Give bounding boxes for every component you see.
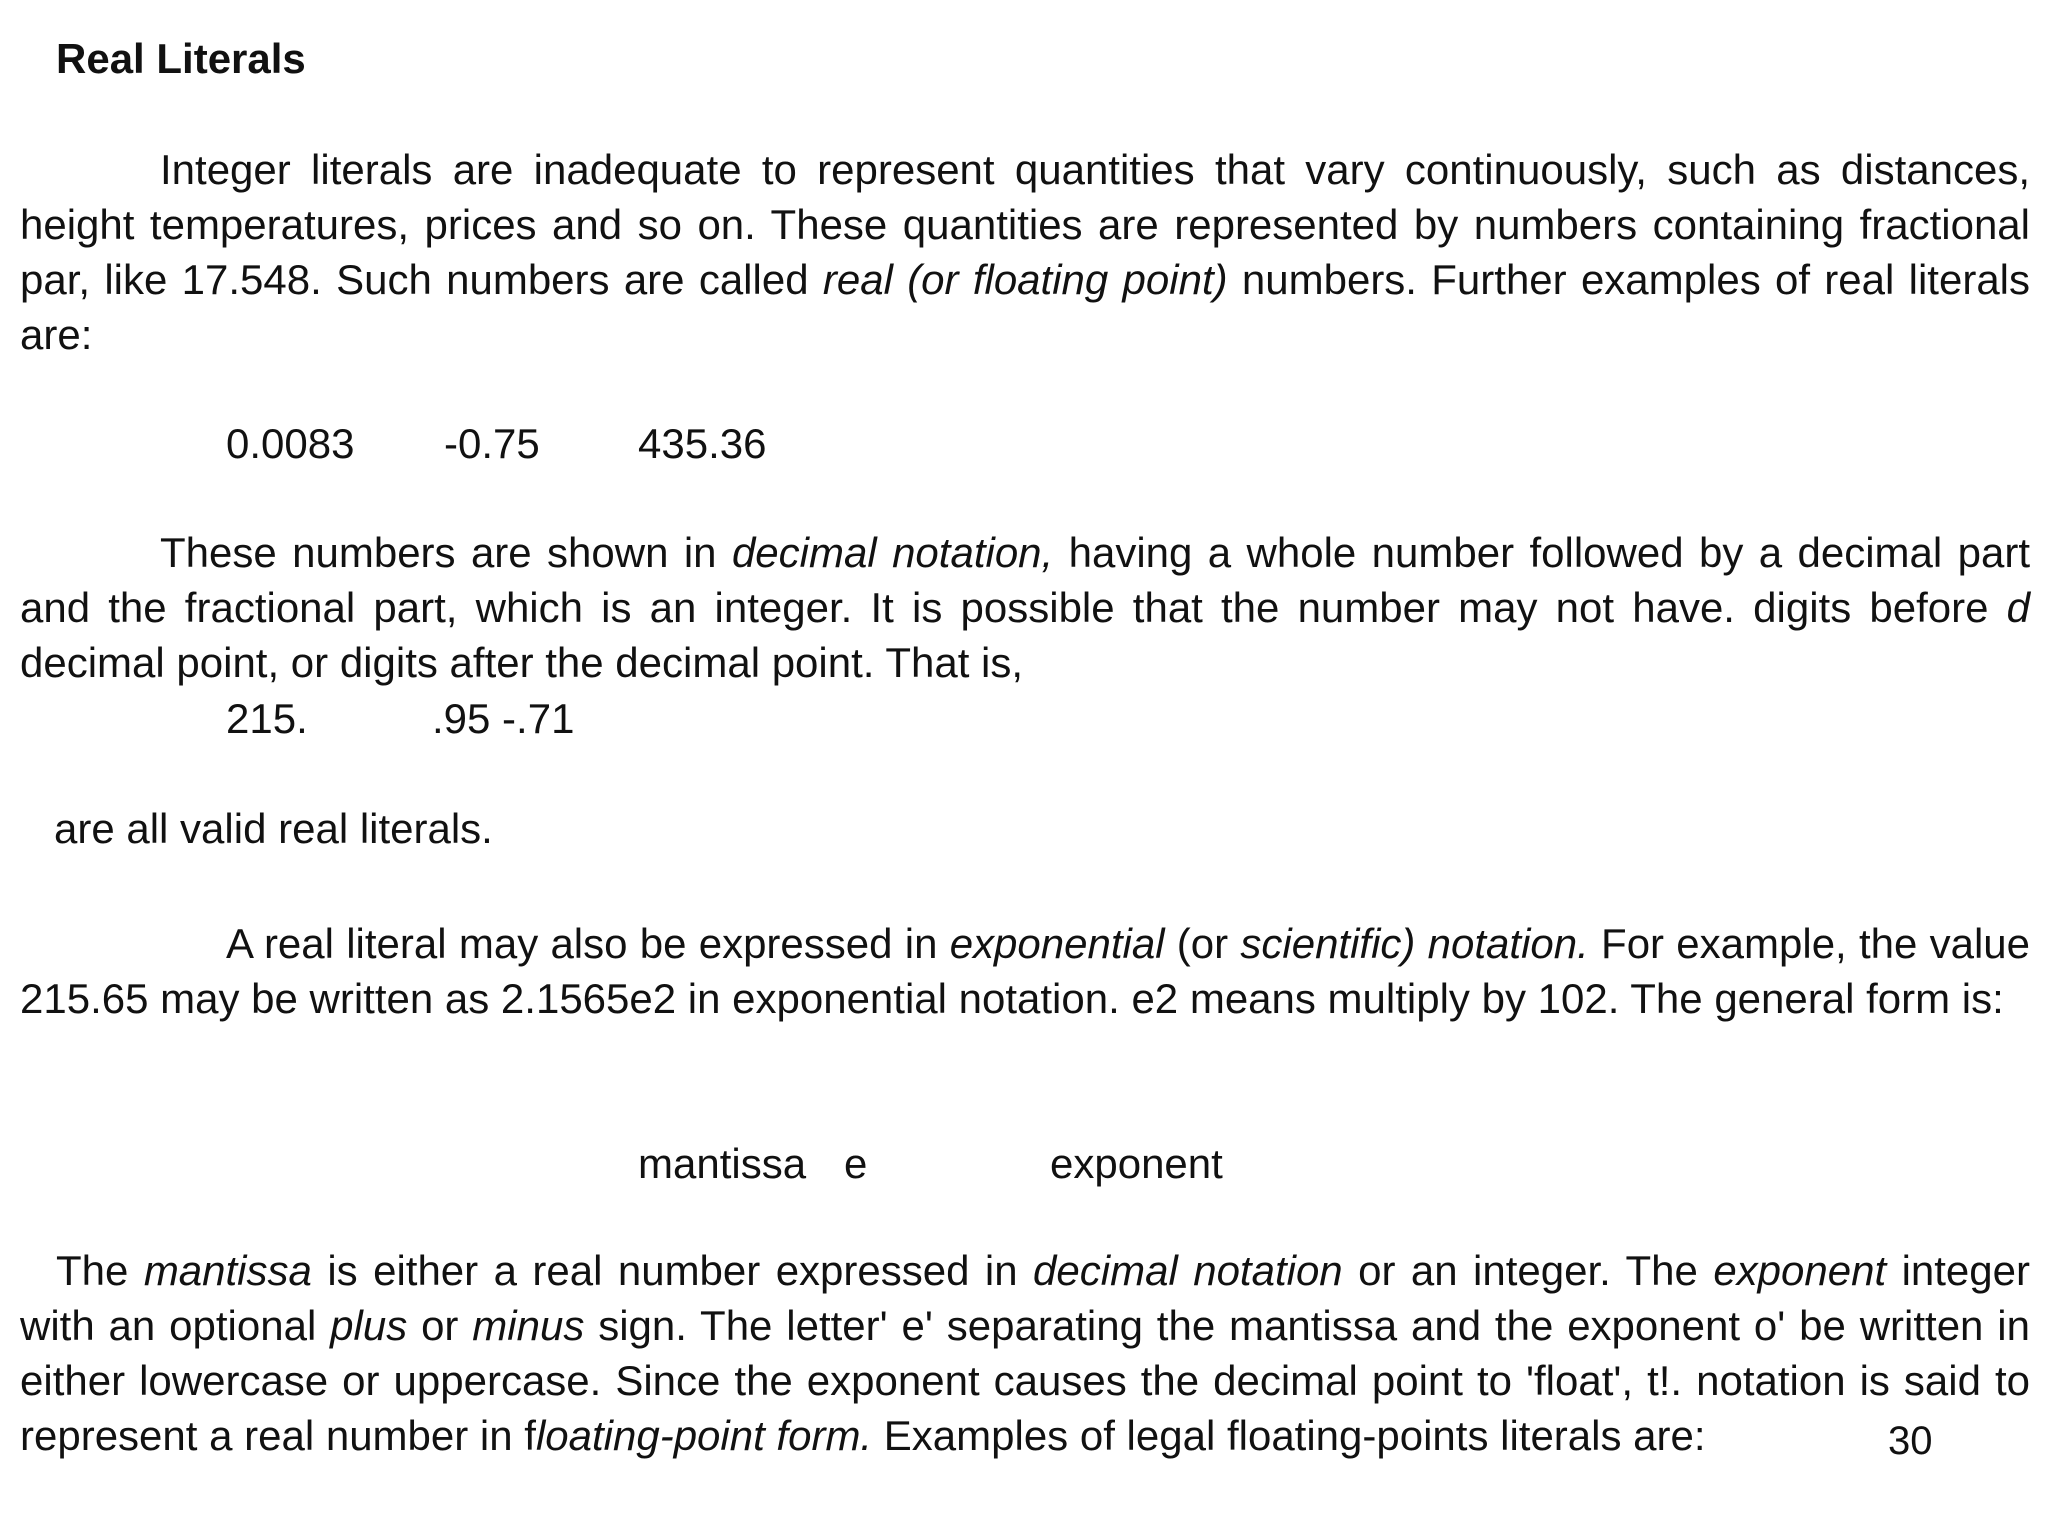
example-value: 435.36 [638,420,767,467]
page-number: 30 [1888,1419,1933,1463]
general-form-mantissa: mantissa [638,1140,807,1187]
example-value: .95 -.71 [432,695,575,742]
valid-literals-note: are all valid real literals. [54,805,493,852]
general-form-exponent: exponent [1050,1140,1223,1187]
paragraph-mantissa-exponent: The mantissa is either a real number expressed in decimal notation or an integer. The exponent integer with an optional plus or minus sign. The letter' e' separating the mantissa and the exponent o' be written in either lowercase or uppercase. Since the exponent causes the decimal point to 'float', t!. notation is said to represent a real number in floating-point form. Examples of legal floating-points literals are: [20,1247,2030,1459]
example-value: -0.75 [444,420,540,467]
general-form-e: e [844,1140,868,1187]
section-heading: Real Literals [56,35,306,82]
paragraph-exponential-notation: A real literal may also be expressed in exponential (or scientific) notation. For example, the value 215.65 may be written as 2.1565e2 in exponential notation. e2 means multiply by 102. The general form is: [20,920,2031,1022]
example-value: 0.0083 [226,420,355,467]
example-value: 215. [226,695,308,742]
paragraph-decimal-notation: These numbers are shown in decimal notation, having a whole number followed by a decimal part and the fractional part, which is an integer. It is possible that the number may not have. digits before d decimal point, or digits after the decimal point. That is, [20,529,2031,686]
paragraph-intro: Integer literals are inadequate to represent quantities that vary continuously, such as distances, height temperatures, prices and so on. These quantities are represented by numbers containing fractional par, like 17.548. Such numbers are called real (or floating point) numbers. Further examples of real literals are: [20,146,2031,358]
